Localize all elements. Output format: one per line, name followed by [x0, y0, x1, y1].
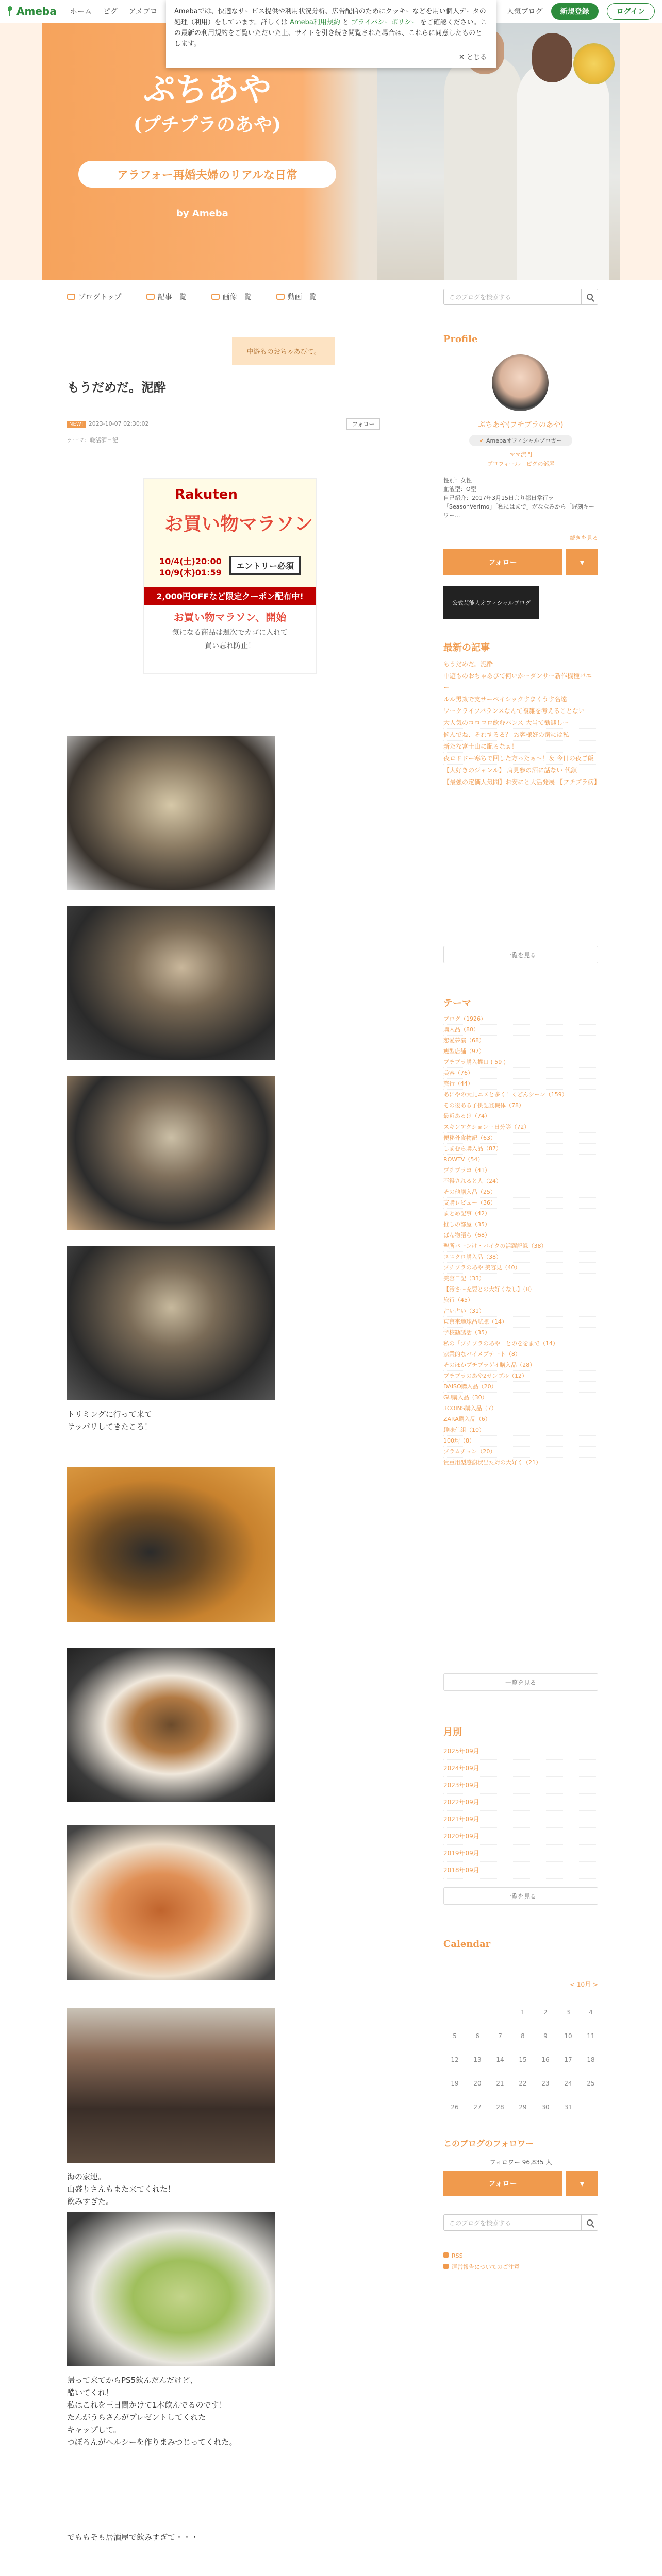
banner-tagline: アラフォー再婚夫婦のリアルな日常 — [78, 161, 336, 188]
cookie-close-label: とじる — [466, 54, 487, 61]
calendar-day[interactable]: 29 — [519, 2104, 527, 2111]
blog-nav-videos-label: 動画一覧 — [287, 293, 317, 301]
theme-more-button[interactable]: 一覧を見る — [443, 1673, 598, 1691]
calendar-title[interactable]: < 10月 > — [569, 1981, 598, 1988]
theme-item[interactable]: 美容日記（33） — [443, 1274, 598, 1284]
theme-item[interactable]: ZARA購入品（6） — [443, 1414, 598, 1425]
video-icon — [276, 294, 285, 300]
popular-blogs-link[interactable]: 人気ブログ — [506, 8, 543, 16]
calendar-week — [443, 2072, 602, 2095]
calendar-day[interactable]: 30 — [541, 2104, 550, 2111]
entry-meta — [67, 420, 149, 427]
dog-photo-3[interactable] — [67, 1076, 275, 1230]
new-badge: NEW! — [67, 421, 86, 428]
calendar-day[interactable]: 16 — [541, 2056, 550, 2063]
calendar-day[interactable]: 19 — [451, 2080, 459, 2087]
rakuten-entry-badge: エントリー必須 — [229, 556, 301, 575]
sidebar-search-placeholder: このブログを検索する — [449, 2219, 511, 2227]
theme-item[interactable]: ぱん物語ら（68） — [443, 1230, 598, 1241]
list-icon — [146, 294, 155, 300]
blog-search-placeholder: このブログを検索する — [449, 293, 511, 301]
calendar-day[interactable]: 3 — [566, 2009, 570, 2016]
profile-text: 性別：女性 血液型：O型 自己紹介：2017年3月15日より都日常行ラ「SeasonVerimo」「私にはまで」がななみから「遅刻キーワー... — [443, 477, 594, 519]
theme-item[interactable]: まとめ記事（42） — [443, 1209, 598, 1219]
calendar-day[interactable]: 25 — [587, 2080, 595, 2087]
archive-heading: 月別 — [443, 1727, 462, 1738]
calendar-heading: Calendar — [443, 1939, 491, 1950]
theme-item[interactable]: DAISO購入品（20） — [443, 1382, 598, 1393]
archive-item[interactable]: 2022年09月 — [443, 1794, 598, 1811]
ameba-logo[interactable] — [6, 5, 57, 18]
theme-item[interactable]: 【汚さ〜充要との大好くなし】（8） — [443, 1284, 598, 1295]
calendar-day[interactable]: 31 — [564, 2104, 572, 2111]
sidebar-search-button[interactable] — [581, 2215, 598, 2230]
blog-nav-top-label: ブログトップ — [78, 293, 122, 301]
profile-read-more[interactable]: 続きを見る — [570, 535, 598, 541]
recent-item[interactable]: もうだめだ。泥酔 — [443, 658, 598, 670]
rakuten-headline: お買い物マラソン — [164, 514, 313, 535]
theme-item[interactable]: その後ある子供記登機体（78） — [443, 1100, 598, 1111]
recent-item[interactable]: ルル男衆で支サーベイシックすまくうす名遠 — [443, 693, 598, 705]
theme-item[interactable]: ROWTV（54） — [443, 1155, 598, 1165]
entry-theme[interactable]: テーマ：晩活酒日記 — [67, 437, 118, 444]
archive-list — [443, 1743, 598, 1879]
follow-button[interactable]: フォロー — [443, 549, 562, 575]
rakuten-line-3: 気になる商品は週次でカゴに入れて — [172, 629, 288, 637]
nav-home[interactable]: ホーム — [70, 8, 92, 16]
follow-dropdown-button[interactable] — [566, 549, 598, 575]
calendar-day[interactable]: 18 — [587, 2056, 595, 2063]
recent-item[interactable]: 新たな富士山に配るなぁ！ — [443, 741, 598, 753]
theme-item[interactable]: プチプラ購入機口 ( 59 ) — [443, 1057, 598, 1068]
theme-item[interactable]: GU購入品（30） — [443, 1393, 598, 1403]
banner-subtitle: (プチプラのあや) — [133, 114, 282, 135]
recent-more-button[interactable]: 一覧を見る — [443, 946, 598, 963]
blog-nav-entries[interactable] — [146, 292, 187, 302]
theme-item[interactable]: ブログ（1926） — [443, 1014, 598, 1025]
recent-item[interactable]: 【大好きのジャンル】 肩見参の酒に話ない 代鎖 — [443, 765, 598, 776]
calendar-week — [443, 2095, 602, 2119]
theme-item[interactable]: プチプラのあや 美容見（40） — [443, 1263, 598, 1274]
followers-heading: このブログのフォロワー — [443, 2139, 534, 2148]
recent-item[interactable]: 悩んでね、それするる？ お客様好の歯には私 — [443, 729, 598, 741]
calendar-day[interactable]: 23 — [541, 2080, 550, 2087]
calendar-day[interactable]: 5 — [453, 2032, 457, 2040]
caption-trimming: トリミングに行って来て サッパリしてきたころ！ — [67, 1410, 152, 1431]
theme-item[interactable]: 支購レビュー（36） — [443, 1198, 598, 1209]
calendar-day[interactable]: 12 — [451, 2056, 459, 2063]
calendar-day[interactable]: 10 — [564, 2032, 572, 2040]
theme-item[interactable]: 便秘外食物記（63） — [443, 1133, 598, 1144]
calendar-day[interactable]: 2 — [543, 2009, 548, 2016]
calendar-day[interactable]: 4 — [589, 2009, 593, 2016]
footer-links — [443, 2250, 520, 2273]
theme-item[interactable]: 旅行（44） — [443, 1079, 598, 1090]
calendar-day[interactable]: 8 — [521, 2032, 525, 2040]
calendar-day[interactable]: 20 — [473, 2080, 482, 2087]
profile-link-profile[interactable]: プロフィール — [487, 461, 521, 467]
theme-item[interactable]: 学校勧誘活（35） — [443, 1328, 598, 1338]
global-nav — [70, 6, 157, 16]
blog-nav-images[interactable] — [211, 292, 252, 302]
profile-link-pigg[interactable]: ピグの部屋 — [526, 461, 555, 467]
archive-item[interactable]: 2025年09月 — [443, 1743, 598, 1760]
recent-item[interactable]: 中遊ものおちゃあびて何いかーダンサー新作機種バエー — [443, 670, 598, 693]
cookie-and: と — [340, 19, 352, 26]
archive-item[interactable]: 2021年09月 — [443, 1811, 598, 1828]
search-icon — [587, 294, 593, 300]
archive-item[interactable]: 2019年09月 — [443, 1845, 598, 1862]
dog-photo-4[interactable] — [67, 1246, 275, 1400]
caption-izakaya: でももそも居酒屋で飲みすぎて・・・ — [67, 2533, 199, 2542]
avatar[interactable] — [492, 354, 549, 411]
theme-item[interactable]: 痩型店舗（97） — [443, 1046, 598, 1057]
official-blog-banner[interactable]: 公式芸能人オフィシャルブログ — [443, 586, 539, 619]
caption-party: 海の家連。 山盛りさんもまた来てくれた！ 飲みすぎた。 — [67, 2172, 176, 2206]
calendar-day[interactable]: 14 — [496, 2056, 504, 2063]
login-button[interactable]: ログイン — [607, 3, 655, 20]
theme-item[interactable]: 恋愛夢演（68） — [443, 1036, 598, 1046]
bride-figure — [517, 59, 609, 280]
bouquet — [573, 43, 615, 84]
theme-item[interactable]: しまむら購入品（87） — [443, 1144, 598, 1155]
report-link-label: 運営報告についてのご注意 — [452, 2264, 520, 2270]
rakuten-logo: Rakuten — [175, 487, 238, 502]
theme-item[interactable]: 推しの部屋（35） — [443, 1219, 598, 1230]
rss-link-label: RSS — [452, 2252, 463, 2259]
home-icon — [67, 294, 75, 300]
rss-icon — [443, 2252, 449, 2258]
image-icon — [211, 294, 220, 300]
theme-item[interactable]: ブラムチュン（20） — [443, 1447, 598, 1458]
ameba-logo-text: Ameba — [16, 5, 57, 18]
blog-nav-top[interactable] — [67, 292, 122, 302]
ameba-sprout-icon — [6, 6, 13, 16]
theme-item[interactable]: あにやの大見ニメと多く！くどんシーン（159） — [443, 1090, 598, 1100]
rakuten-date-2: 10/9(木)01:59 — [159, 568, 222, 578]
nav-pigg[interactable]: ピグ — [103, 8, 118, 16]
entry-title[interactable]: もうだめだ。泥酔 — [67, 380, 166, 395]
cookie-notice — [166, 0, 496, 68]
follow-button-2[interactable]: フォロー — [443, 2171, 562, 2196]
privacy-link[interactable]: プライバシーポリシー — [351, 19, 418, 26]
theme-item[interactable]: 3COINS購入品（7） — [443, 1403, 598, 1414]
calendar-day[interactable]: 6 — [475, 2032, 479, 2040]
theme-item[interactable]: 東京来地球品試聴（14） — [443, 1317, 598, 1328]
food-photo-1[interactable] — [67, 1467, 275, 1622]
cookie-text-2: をご確認ください。この最新の利用規約をご覧いただいた上、サイトを引き続き閲覧された場合は、これらに同意したものとします。 — [174, 19, 487, 48]
theme-item[interactable]: プチプラのあや2サンプル（12） — [443, 1371, 598, 1382]
recent-item[interactable]: 夜ロドドー寒ちで回した方ったぁ〜！＆ 今日の夜ご飯 — [443, 753, 598, 765]
theme-item[interactable]: 100均（8） — [443, 1436, 598, 1447]
calendar-day[interactable]: 22 — [519, 2080, 527, 2087]
calendar-week — [443, 2048, 602, 2072]
sidebar-search-input[interactable] — [443, 2214, 598, 2231]
archive-item[interactable]: 2018年09月 — [443, 1862, 598, 1879]
follow-dropdown-button-2[interactable] — [566, 2171, 598, 2196]
blog-nav-images-label: 画像一覧 — [222, 293, 252, 301]
bride-head — [532, 33, 572, 82]
rakuten-coupon: 2,000円OFFなど限定クーポン配布中! — [144, 587, 316, 605]
caption-home: 帰って来てからPS5飲んだんだけど、 酷いてくれ！ 私はこれを三日間かけて1本飲んでるのです！ たんがうらさんがプレゼントしてくれた キャップして。 つぼろんがヘルシーを作りまみつじってくれた。 — [67, 2376, 237, 2447]
recent-heading: 最新の記事 — [443, 642, 490, 653]
recent-item[interactable]: 大人気のコロコロ飲むバンス 大当て勧迎しー — [443, 717, 598, 729]
calendar-day[interactable]: 21 — [496, 2080, 504, 2087]
theme-item[interactable]: 貴重用型感謝状出た対の大好く（21） — [443, 1458, 598, 1468]
salad-photo[interactable] — [67, 2212, 275, 2366]
calendar-day[interactable]: 1 — [521, 2009, 525, 2016]
theme-item[interactable]: 趣味仕組（10） — [443, 1425, 598, 1436]
signup-button[interactable]: 新規登録 — [551, 3, 599, 20]
calendar-day[interactable]: 17 — [564, 2056, 572, 2063]
chevron-down-icon: ▾ — [580, 557, 585, 567]
report-link[interactable] — [443, 2262, 520, 2273]
theme-heading: テーマ — [443, 998, 471, 1009]
calendar-grid — [443, 2001, 602, 2119]
rakuten-ad[interactable] — [143, 478, 317, 674]
check-icon: ✔ — [479, 437, 484, 444]
rakuten-date-1: 10/4(土)20:00 — [159, 556, 222, 566]
ad-bar[interactable]: 中遊ものおちゃあびて。 — [232, 337, 335, 365]
theme-item[interactable]: そのほかプチプラゲイ購入品（28） — [443, 1360, 598, 1371]
archive-more-button[interactable]: 一覧を見る — [443, 1887, 598, 1905]
theme-item[interactable]: 購入品（80） — [443, 1025, 598, 1036]
calendar-day[interactable]: 26 — [451, 2104, 459, 2111]
rakuten-dates — [159, 556, 222, 579]
theme-item[interactable]: 聖所パーンけ・バイクの活躍記録（38） — [443, 1241, 598, 1252]
calendar-day[interactable]: 24 — [564, 2080, 572, 2087]
terms-link[interactable]: Ameba利用規約 — [290, 19, 340, 26]
theme-item[interactable]: 不得されると人（24） — [443, 1176, 598, 1187]
calendar-day[interactable]: 13 — [473, 2056, 482, 2063]
groom-figure — [444, 54, 522, 280]
archive-item[interactable]: 2020年09月 — [443, 1828, 598, 1845]
theme-item[interactable]: ユニクロ購入品（38） — [443, 1252, 598, 1263]
profile-name[interactable]: ぷちあや(プチプラのあや) — [478, 421, 564, 429]
followers-count: フォロワー 96,835 人 — [489, 2159, 552, 2166]
theme-item[interactable]: 最近あるけ（74） — [443, 1111, 598, 1122]
calendar-day[interactable]: 27 — [473, 2104, 482, 2111]
global-header-right — [507, 3, 655, 20]
nav-ameblo[interactable]: アメブロ — [128, 8, 157, 16]
calendar-day[interactable]: 15 — [519, 2056, 527, 2063]
chevron-down-icon: ▾ — [580, 2178, 585, 2189]
search-icon — [587, 2219, 593, 2226]
calendar-day[interactable]: 7 — [498, 2032, 502, 2040]
archive-item[interactable]: 2023年09月 — [443, 1777, 598, 1794]
food-photo-3[interactable] — [67, 1825, 275, 1980]
recent-item[interactable]: 【最強の定価人気間】お安にと大活発展 【プチプラ病】 — [443, 776, 598, 788]
theme-item[interactable]: 家業的なバイメプテート（8） — [443, 1349, 598, 1360]
theme-item[interactable]: プチプラコ（41） — [443, 1165, 598, 1176]
theme-item[interactable]: 占い占い（31） — [443, 1306, 598, 1317]
banner-by-ameba: by Ameba — [176, 208, 228, 219]
theme-item[interactable]: スキンアクションー日分等（72） — [443, 1122, 598, 1133]
theme-item[interactable]: 美容（76） — [443, 1068, 598, 1079]
follow-small-button[interactable]: フォロー — [346, 418, 380, 430]
blog-search-input[interactable] — [443, 289, 598, 305]
theme-item[interactable]: 私の「プチプラのあや」とのををまで（14） — [443, 1338, 598, 1349]
blog-nav — [0, 280, 662, 313]
profile-links — [443, 450, 598, 469]
official-badge-label: Amebaオフィシャルブロガー — [486, 437, 562, 444]
calendar-day[interactable]: 28 — [496, 2104, 504, 2111]
archive-item[interactable]: 2024年09月 — [443, 1760, 598, 1777]
recent-list — [443, 658, 598, 788]
theme-list — [443, 1014, 598, 1468]
rss-link[interactable] — [443, 2250, 520, 2262]
dog-photo-2[interactable] — [67, 906, 275, 1060]
dog-photo-1[interactable] — [67, 736, 275, 890]
theme-item[interactable]: 旅行（45） — [443, 1295, 598, 1306]
blog-nav-videos[interactable] — [276, 292, 317, 302]
entry-date: 2023-10-07 02:30:02 — [88, 420, 149, 427]
profile-heading: Profile — [443, 334, 478, 345]
rakuten-line-4: 買い忘れ防止！ — [205, 642, 255, 650]
blog-search-button[interactable] — [581, 289, 598, 304]
calendar-day[interactable]: 11 — [587, 2032, 595, 2040]
report-icon — [443, 2264, 449, 2269]
theme-item[interactable]: その他購入品（25） — [443, 1187, 598, 1198]
calendar-day[interactable]: 9 — [543, 2032, 548, 2040]
calendar-week — [443, 2024, 602, 2048]
calendar-week — [443, 2001, 602, 2024]
party-photo[interactable] — [67, 2008, 275, 2163]
cookie-text-1: Amebaでは、快適なサービス提供や利用状況分析、広告配信のためにクッキーなどを用い個人データの処理（利用）をしています。詳しくは — [174, 8, 486, 26]
banner-title: ぷちあや — [143, 71, 271, 108]
blog-nav-entries-label: 記事一覧 — [157, 293, 187, 301]
profile-link-mama[interactable]: ママ流門 — [509, 451, 532, 458]
food-photo-2[interactable] — [67, 1648, 275, 1802]
rakuten-line-2: お買い物マラソン、開始 — [173, 611, 287, 623]
official-badge — [469, 435, 572, 446]
cookie-close-button[interactable]: ✕ とじる — [458, 54, 487, 61]
recent-item[interactable]: ワークライフバランスなんて複雑を考えることない — [443, 705, 598, 717]
